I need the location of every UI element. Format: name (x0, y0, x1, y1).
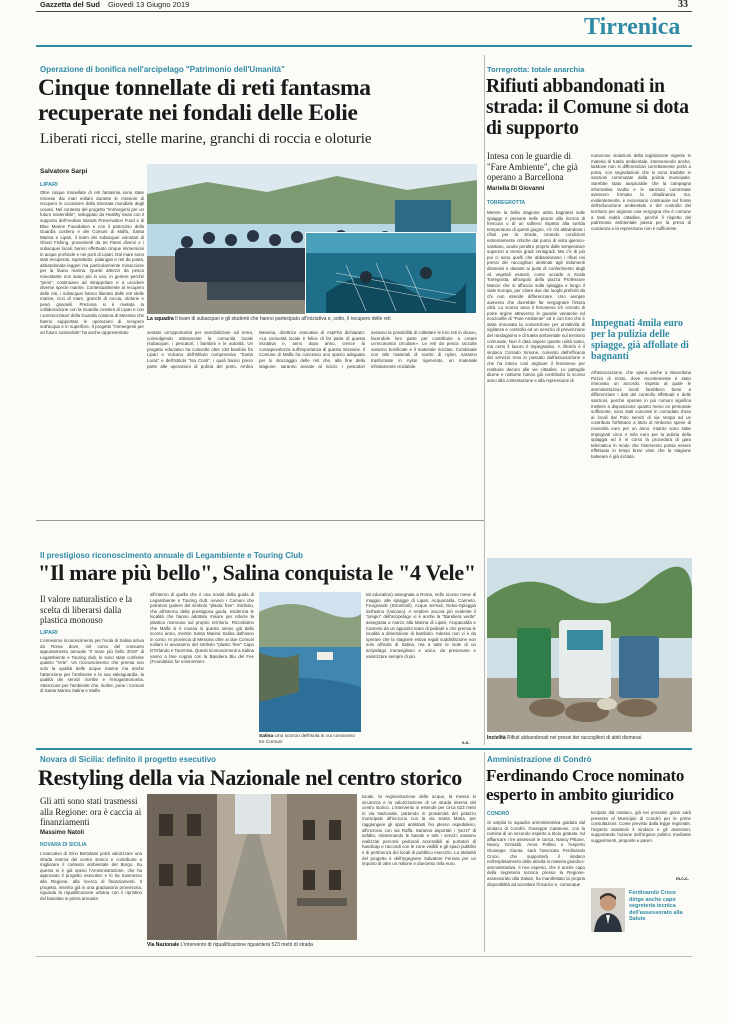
main-byline: Salvatore Sarpi (40, 168, 88, 175)
salina-location: LIPARI (40, 630, 58, 636)
paper-name: Gazzetta del Sud (40, 0, 101, 9)
salina-col3: tal education) assegnata a Roma, nello scorso mese di maggio, alle spiagge di Lipari, Acquacalda, Canneto, Ficogrande (Stromboli), Acque termali, Gelso-Spiaggia dell'asino (Vulcano). A rendere ancora più evidente il "pregio" dell'arcipelago vi è anche la "Bandiera verde" assegnata a marzo alla Marina di Lipari, Acquacalda e Canneto da un apposito team di pediatri e che premia le località a dimensione di bambino. Adesso non vi è da sperare che la stagione estiva regali soddisfazione non solo all'isola di Salina, ma a tutte le isole di un arcipelago meraviglioso e unico, da preservare e valorizzare sempre di più. (366, 592, 476, 659)
salina-caption (259, 734, 361, 746)
right-vertical-rule (484, 55, 485, 745)
section-title: Tirrenica (584, 14, 681, 40)
rifiuti-headline: Rifiuti abbandonati in strada: il Comune si dota di supporto (486, 76, 689, 139)
main-caption-text: Il team di subacquei e gli studenti che hanno partecipato all'iniziativa e, sotto, il recupero delle reti (175, 316, 391, 322)
nazionale-headline: Restyling della via Nazionale nel centro storico (38, 765, 462, 790)
rifiuti-side-text: All'associazione, che opera anche a Barcellona Pozzo di Gotto, dove recentemente è stato rinnovato un accordo, rispetto al quale le amministrazioni locali farebbero bene a differenziare i dati del controllo effettuati e delle sanzioni, perché operare in più comuni significa mettere a disposizione quanto meno un personale sufficiente, sono stati concessi in comodato d'uso ai locali dal Polo servizi di via Vespa ad un contributo forfettario a titolo di rimborso spese di novemila euro per un anno. Intanto sono state impegnati circa 4 mila euro per la pulizia della spiaggia ed è in corso la procedura di gara telematica in modo che l'intervento possa essere effettuato in tempi brevi visto che la stagione balneare è già iniziata. (591, 370, 691, 459)
nazionale-kicker: Novara di Sicilia: definito il progetto esecutivo (40, 755, 217, 764)
main-col1: Oltre cinque tonnellate di reti fantasma sono state rimosse dai mari eoliani durante le missioni di recupero in occasione della Giornata mondiale degli oceani. Nel contesto del progetto "Immergersi per un futuro sostenibile", sviluppato da Healthy Seas con il supporto dell'Aeolian Islands Preservation Fund e di Blue Marine Foundation e con il patrocinio della Guardia costiera e dei Comuni di Malfa, Santa Marina e Lipari, il team dei subacquei volontari di Ghost Fishing, provenienti da tre Paesi diversi e i subacquei locali, hanno effettuato cinque immersioni in acque profonde e nei porti di Lipari. Dal mare sono stati recuperati, soprattutto, palangari e reti da posta, abbandonata leggeri ma particolarmente minacciose per la fauna marina. Questi attrezzi da pesca nonostante non siano più in uso, in genere perché "persi", continuano ad intrappolare e a uccidere diverse specie marine. Contestualmente al recupero delle reti, i subacquei hanno liberato dalle reti stelle marine, ricci di mare, granchi di roccia, oloturie e pesci giovanili. Preziosa si è rivelata la collaborazione con la Guardia costiera di Lipari e con i sommozzatori della Guardia costiera di Messina che hanno supportato le operazioni di recupero sott'acqua e in superficie. Il progetto "Immergersi per un futuro sostenibile" ha anche rappresentato (40, 190, 144, 335)
salina-photo-graphic (259, 592, 361, 732)
croce-location: CONDRÒ (487, 811, 510, 817)
rifiuti-byline: Mariella Di Giovanni (487, 186, 545, 192)
portrait-graphic (591, 888, 625, 932)
main-bottom-rule (36, 520, 484, 521)
salina-headline: "Il mare più bello", Salina conquista le "4 Vele" (38, 560, 476, 585)
rifiuti-caption (487, 735, 692, 741)
salina-signature: s.s. (462, 740, 470, 745)
main-col2: sentato un'opportunità per sensibilizzare sul tema, coinvolgendo attivamente la comunità locale (subacquei, i pescatori, i bambini e le autorità. Un progetto educativo ha coinvolto oltre 130 bambini fra Lipari e Vulcano dell'Istituto comprensivo "Santa Lucia" e dell'Istituto "Isa Conti", i quali hanno preso parte alle operazioni di pulizia del porto. Ambra Messina, direttrice esecutiva di AspFha dichiarato: «La comunità locale è felice di far parte di questa iniziativa e, anno dopo anno, cresce la consapevolezza sull'importanza di questa missione. Il Comune di Malfa ha concesso uno spazio adeguato per lo stoccaggio delle reti che, alla fine della stagione, saranno avviate al riciclo. I pescatori avranno la possibilità di collettare le loro reti in disuso, facendole loro parte per contribuire a creare un'economia circolare». Le reti da pesca raccolte saranno bonificate e il materiale riciclato. Combinate con altri materiali di scarto di nylon, saranno trasformate in nylon rigenerato, un materiale infinitamente riciclabile. (147, 330, 477, 369)
croce-portrait (591, 888, 625, 932)
nazionale-caption (147, 942, 357, 948)
nets-recovery-photo (305, 232, 477, 314)
rifiuti-caption-text: Rifiuti abbandonati nei pressi dei raccoglitori di abiti dismessi (507, 735, 642, 741)
croce-signature: m.c.c. (676, 876, 689, 881)
nazionale-deck: Gli atti sono stati trasmessi alla Regione: ora è caccia ai finanziamenti (40, 796, 142, 827)
salina-deck: Il valore naturalistico e la scelta di liberarsi dalla plastica monouso (40, 594, 132, 625)
salina-col2: all'interno di quella che è una novità della guida di Legambiente e Touring club, ovvero i Comuni che potranno godere del simbolo "plastic free". Simbolo, che all'interno della prestigiosa guida, evidenzia le località che hanno adottato misure per ridurre la plastica monouso sul proprio territorio. Ricordiamo che Malfa si è mossa in questo senso già dallo scorso anno, mentre Santa Marina Salina dall'anno in corso. In provincia di Messina oltre ai due Comuni eoliani si avvaranno del simbolo "plastic free" Capo D'Orlando e Taormina. Questi riconoscimenti a Salina vanno a fare coppia con la Bandiera Blu del Fee (Foundation for environmen- (150, 592, 254, 665)
salina-caption-text: Uno scorcio dell'isola in cui convivono tre Comuni (259, 734, 355, 745)
nazionale-byline: Massimo Natoli (40, 830, 85, 836)
nets-photo-graphic (306, 233, 477, 314)
salina-kicker: Il prestigioso riconoscimento annuale di Legambiente e Touring Club (40, 551, 303, 560)
salina-col1: L'ennesimo riconoscimento per l'isola di Salina arriva da Roma dove, nel corso del consueto appuntamento annuale "Il mare più bello 2019" di Legambiente e Touring club, le sono state conferite quattro "Vele". Un riconoscimento che premia non solo la qualità delle acque marine ma anche l'attenzione per l'ambiente e la sua salvaguardia, la qualità dei servizi ricettivi e l'enogastronomia. Attenzione per l'ambiente che, inoltre, pone i Comuni di Santa Marina Salina e Malfa (40, 638, 144, 694)
main-kicker: Operazione di bonifica nell'arcipelago "Patrimonio dell'Umanità" (40, 65, 285, 74)
street-photo-graphic (147, 794, 357, 940)
nazionale-caption-lead: Via Nazionale (147, 942, 180, 948)
bottom-rule (36, 956, 692, 957)
page-number: 33 (678, 0, 688, 10)
issue-date: Giovedì 13 Giugno 2019 (108, 0, 190, 9)
middle-rule (36, 748, 692, 750)
main-caption (147, 316, 477, 322)
nazionale-location: NOVARA DI SICILIA (40, 842, 87, 848)
salina-caption-lead: Salina (259, 734, 274, 739)
rifiuti-side-headline: Impegnati 4mila euro per la pulizia delle spiagge, già affollate di bagnanti (591, 318, 689, 362)
section-rule (36, 45, 692, 47)
croce-headline: Ferdinando Croce nominato esperto in ambito giuridico (486, 766, 685, 804)
rifiuti-deck: Intesa con le guardie di "Fare Ambiente", che già operano a Barcellona (487, 151, 578, 182)
rifiuti-kicker: Torregrotta: totale anarchia (487, 65, 585, 74)
rifiuti-photo (487, 558, 692, 732)
main-headline: Cinque tonnellate di reti fantasma recuperate nei fondali delle Eolie (38, 75, 371, 126)
croce-photo-caption: Ferdinando Croce dirige anche capo segreteria tecnica dell'assessorato alla Salute (629, 890, 683, 923)
nazionale-photo (147, 794, 357, 940)
croce-kicker: Amministrazione di Condrò (487, 755, 592, 764)
nazionale-col1: L'esecutivo di Gino Bertolami potrà valorizzare una strada interna del centro storico e contribuire a migliorare il contesto ambientale del Borgo. Su questo si è già speso l'Amministrazione, che ha approvato il progetto esecutivo e lo ha trasmesso alla Regione, alla ricerca di finanziamenti. Il progetto, inserito già in una graduatoria provvisoria, riguarda la riqualificazione urbana con il ripristino del basolato in pietra arenaria (40, 851, 142, 901)
waste-photo-graphic (487, 558, 692, 732)
croce-col1: Si amplia la squadra amministrativa guidata dal sindaco di Condrò, Giuseppe Catanese, con la nomina di un secondo esperto a titolo gratuito. Ad affiancare i tre assessori in carica, Nancy Pittone, Nancy Grimaldi, Anna Pollino e l'esperto Giuseppe Giunta, sarà l'avvocato Ferdinando Croce, che supporterà il sindaco nell'espletamento delle attività in materia giuridico-amministrativa. Il neo esperto, che è anche capo della segreteria tecnica presso la Regione-assessorato alla Salute, ha manifestato la propria disponibilità ad accettare l'incarico e, comunque (487, 820, 585, 887)
rifiuti-location: TORREGROTTA (487, 200, 526, 206)
rifiuti-col2: numerose violazioni della legislazione vigente in materia di tutela ambientale, intervenendo anche, laddove non si differenziavi correttamente porta a porta, con segnalazioni che si sono tradotte in sanzioni commutate dalla polizia municipale. Sarebbe stato auspicabile che la campagna informativa svolta e le sanzioni comminate avessero formato la cittadinanza ma, evidentemente, è necessario continuare sul fronte dell'educazione ambientale e del controllo del territorio per arginare una vergogna che è comune a tanti realtà cittadine, perché il rispetto del patrimonio ambientale passa per la presa di coscienza e la repressione non è sufficiente. (591, 153, 691, 231)
nazionale-caption-text: L'intervento di riqualificazione riguarderà 523 metri di strada (180, 942, 313, 948)
rifiuti-caption-lead: Inciviltà (487, 735, 506, 741)
main-location: LIPARI (40, 182, 58, 188)
masthead (0, 0, 729, 11)
rifiuti-col1: Mentre la bella stagione attira bagnanti sulle spiagge e persone nelle piazze alla ricerca di frescura o di un sollievo rispetto alla torrida temperatura di questi giugno, c'è chi abbandona i rifiuti per la strada, creando condizioni estremamente critiche dal punto di vista igienico-sanitario, acuite peraltro proprio dalle temperature superiori a trenta gradi centigradi. Ma c'è di più poi ci sono quelli che abbandonano i rifiuti nei pressi dei raccoglitori destinati agli indumenti dismessi e davanti ai punti di conferimento degli oli vegetali esausti, come accade a Scala Torregrotta, all'angolo della piazza Professore Manori che si affaccia sulla spiaggia e lungo il viale Europa, per citare due dei luoghi preferiti da chi non intende differenziare. Uno sempre aumento che dovrebbe far vergognare l'intera città. Lo scorso anno il fenomeno s'è cercato di porre argine attraverso le guardie venatorie ed ecozoofile di "Fare Ambiente" ed è con loro che è stata rinnovata la convenzione per un'attività di vigilanza e controllo ed un servizio di prevenzione del randagismo e di tutela ambientale sul territorio comunale. Non è data sapere quante unità siano, ma certo il lavoro è impegnativo. A riferirlo è il sindaco Corrado Ximone, convinto dell'efficacia del servizio reso in passato dall'associazione e che ha inteso così arginare il fenomeno per restituire decoro alle vie cittadine. Le pattuglie diurne e notturne hanno già contribuito lo scorso anno alla contestazione e alla repressione di (487, 210, 585, 383)
main-caption-lead: La squadra (147, 316, 174, 322)
croce-vertical-rule (484, 752, 485, 952)
masthead-rule (36, 11, 692, 12)
salina-photo (259, 592, 361, 732)
nazionale-col2: locale, la regimentazione delle acque, la messa in sicurezza e la valorizzazione di un strada interna del centro storico. L'intervento si estende per circa 523 metri in via Nazionale, partendo in prossimità del palazzo municipale all'incrocio con la via Santa Maria, per raggiungere gli spazi antistanti l'ex plesso ospedaliero, all'incrocio con via Raffa. Saranno asportati i "pezzi" di asfalto, risistemando le basole e tutti i servizi; saranno realizzati percorsi pedonali accessibili ai portatori di handicap e raccordi con le zone visibili e gli spazi pubblici e di pertinenza dei locali di pubblico esercizio. La titolarità del progetto è dell'ingegnere Salvatore Ferrara per un importo di oltre un milione e duecento mila euro. (362, 794, 476, 867)
croce-col2: tecipato dal sindaco, già nei prossimi giorni sarà presente al Municipio di Condrò per le prime consultazioni. Come previsto dalla legge regionale, l'esperto assisterà il sindaco e gli assessori, supportando l'azione dell'organo politico mediante suggerimenti, proposte e pareri. (591, 810, 691, 843)
main-subtitle: Liberati ricci, stelle marine, granchi di roccia e oloturie (40, 131, 372, 147)
